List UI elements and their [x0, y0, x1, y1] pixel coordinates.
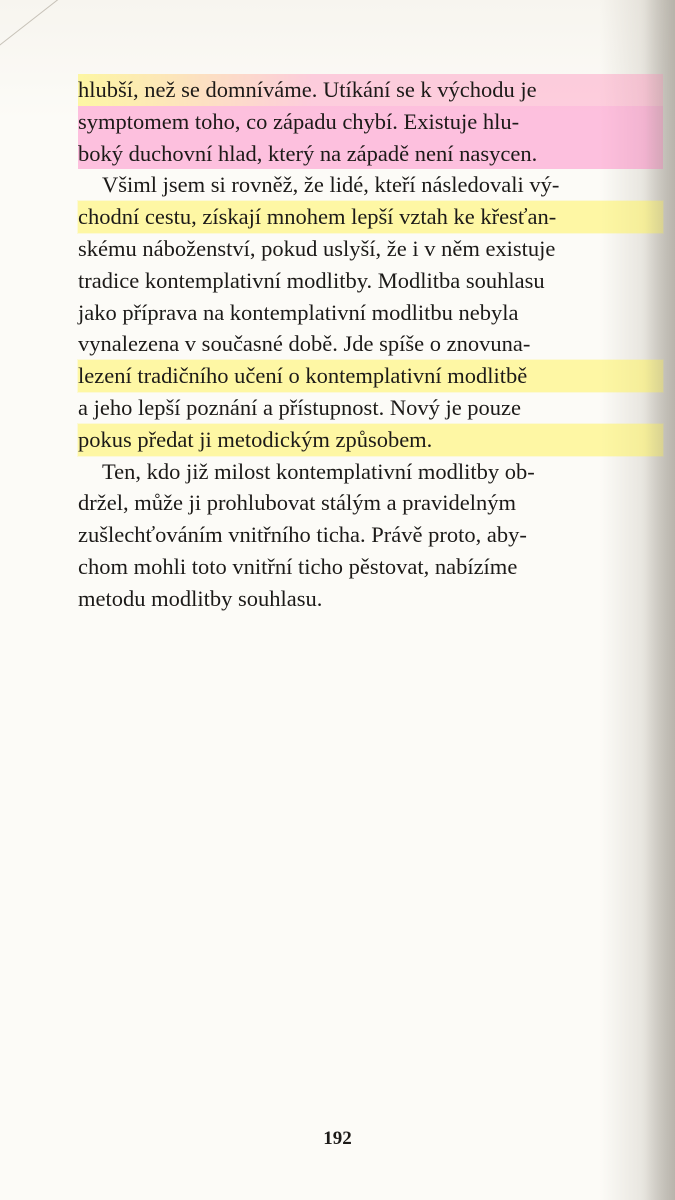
page-corner-crease — [0, 0, 80, 70]
text-line: pokus předat ji metodickým způsobem. — [78, 424, 663, 456]
text-line: Ten, kdo již milost kontemplativní modlitby ob- — [102, 458, 535, 484]
text-line: skému náboženství, pokud uslyší, že i v něm existuje — [78, 235, 556, 261]
text-line: chodní cestu, získají mnohem lepší vztah ke křesťan- — [78, 201, 663, 233]
text-line: lezení tradičního učení o kontemplativní modlitbě — [78, 360, 663, 392]
body-text — [78, 74, 663, 615]
text-line: chom mohli toto vnitřní ticho pěstovat, nabízíme — [78, 553, 518, 579]
text-line: zušlechťováním vnitřního ticha. Právě proto, aby- — [78, 522, 527, 548]
text-line: a jeho lepší poznání a přístupnost. Nový je pouze — [78, 394, 522, 420]
text-line: Všiml jsem si rovněž, že lidé, kteří následovali vý- — [102, 172, 560, 198]
text-line: jako příprava na kontemplativní modlitbu nebyla — [78, 299, 519, 325]
text-line: držel, může ji prohlubovat stálým a pravidelným — [78, 490, 517, 516]
text-line: hlubší, než se domníváme. Utíkání se k východu je — [78, 74, 663, 106]
text-line: boký duchovní hlad, který na západě není nasycen. — [78, 138, 663, 170]
page-number: 192 — [323, 1128, 352, 1149]
text-line: vynalezena v současné době. Jde spíše o znovuna- — [78, 331, 531, 357]
text-line: tradice kontemplativní modlitby. Modlitba souhlasu — [78, 267, 545, 293]
text-line: symptomem toho, co západu chybí. Existuje hlu- — [78, 106, 663, 138]
text-line: metodu modlitby souhlasu. — [78, 585, 323, 611]
